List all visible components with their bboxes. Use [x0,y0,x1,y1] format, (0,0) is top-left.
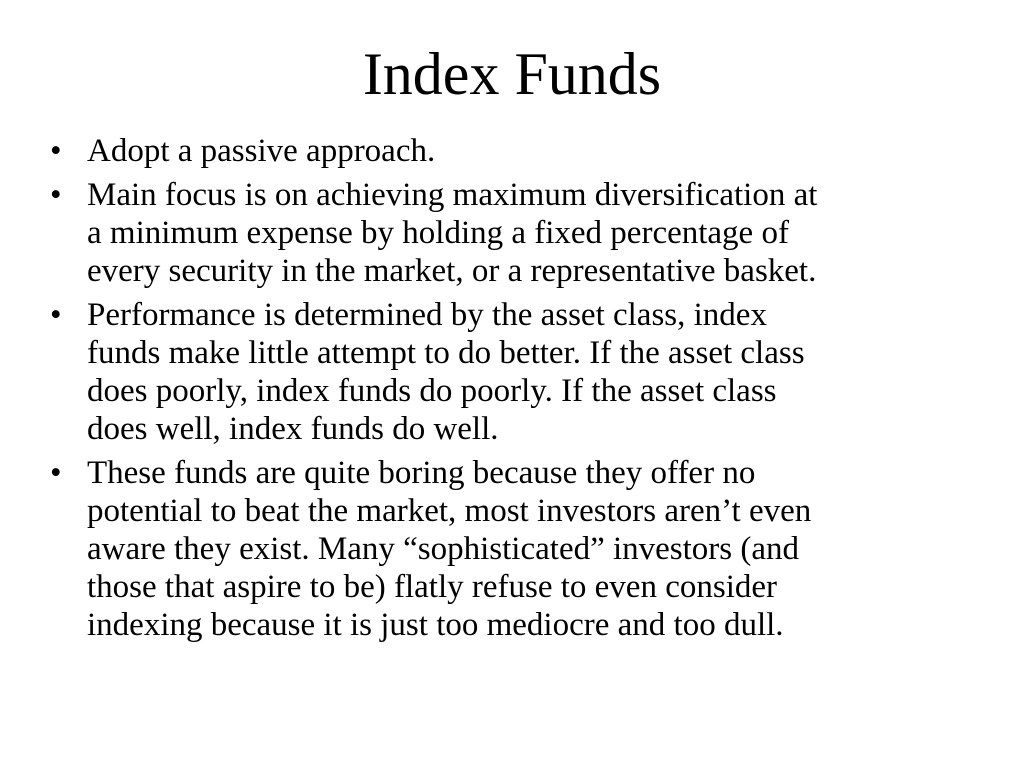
bullet-text-line: potential to beat the market, most investors aren’t even [87,493,812,529]
bullet-icon: • [50,297,62,333]
bullet-text-line: does well, index funds do well. [87,411,499,447]
bullet-item [50,176,980,290]
bullet-icon: • [50,455,62,491]
bullet-text-line: does poorly, index funds do poorly. If the asset class [87,373,777,409]
bullet-icon: • [50,177,62,213]
bullet-text-line: a minimum expense by holding a fixed percentage of [87,215,789,251]
bullet-item [50,132,980,170]
bullet-text-line: those that aspire to be) flatly refuse to even consider [87,569,778,605]
bullet-text-line: funds make little attempt to do better. If the asset class [87,335,805,371]
bullet-item [50,296,980,448]
bullet-text-line: Main focus is on achieving maximum diversification at [87,177,818,213]
bullet-list [50,132,980,650]
bullet-icon: • [50,133,62,169]
bullet-text-line: every security in the market, or a representative basket. [87,253,817,289]
bullet-text-line: These funds are quite boring because they offer no [87,455,756,491]
bullet-text-line: indexing because it is just too mediocre and too dull. [87,607,784,643]
bullet-item [50,454,980,644]
slide-title: Index Funds [362,41,662,107]
bullet-text-line: aware they exist. Many “sophisticated” investors (and [87,531,800,567]
bullet-text-line: Performance is determined by the asset class, index [87,297,767,333]
bullet-text-line: Adopt a passive approach. [87,133,436,169]
